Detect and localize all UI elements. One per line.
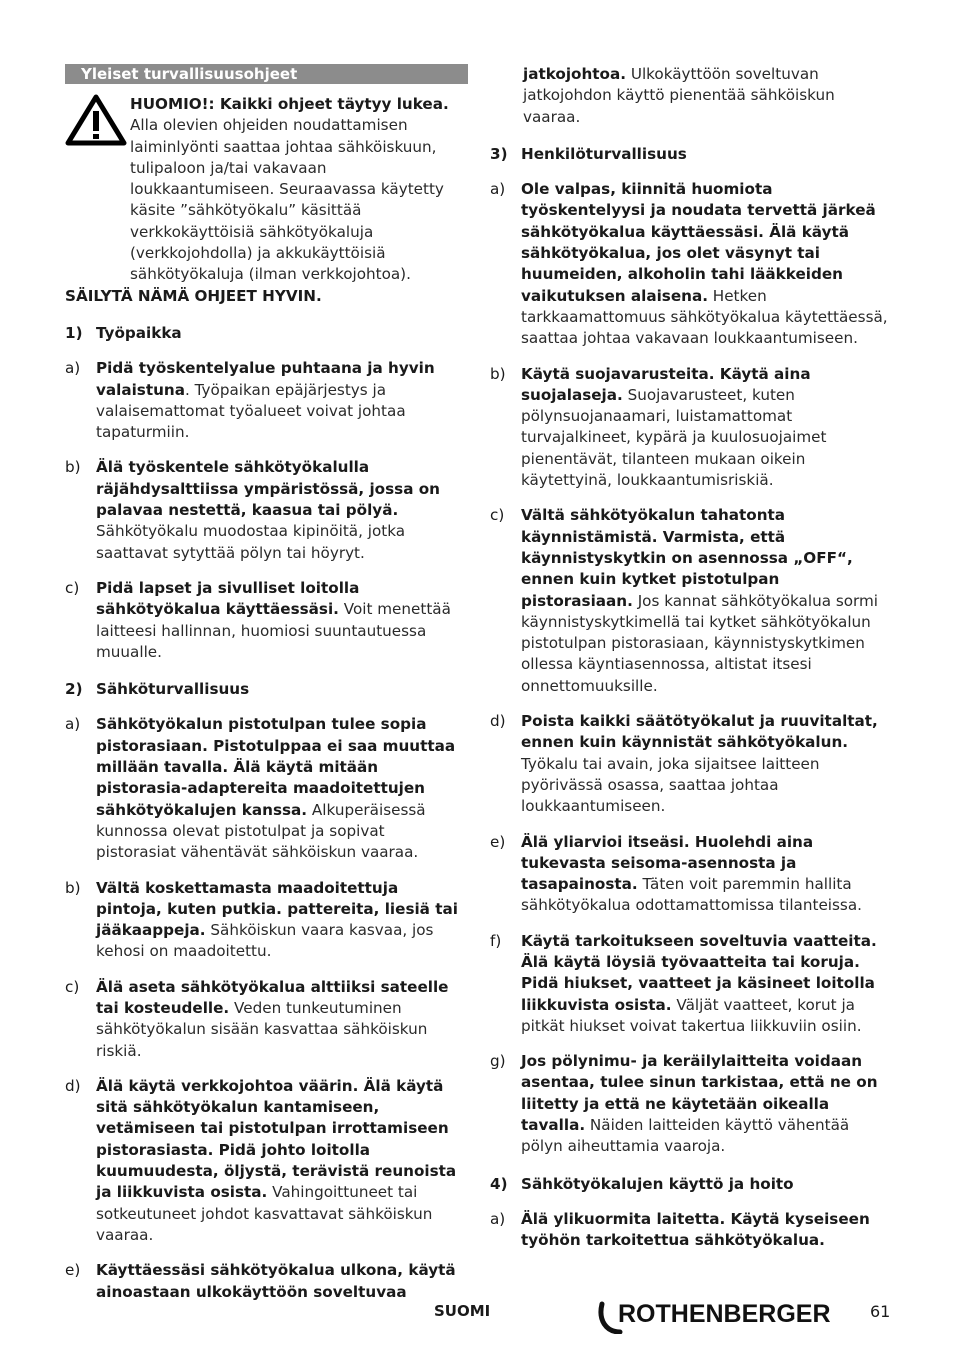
- item-bold: Ole valpas, kiinnitä huomiota työskentelyysi ja noudata tervettä järkeä sähkötyökalua käyttäessäsi. Älä käytä sähkötyökalua, jos olet väsynyt tai huumeiden, alkoholin tahi lääkkeiden vaikutuksen alaisena.: [521, 180, 876, 305]
- section-heading: [65, 679, 468, 700]
- section-title: Työpaikka: [96, 323, 182, 342]
- item-letter: a): [65, 715, 81, 734]
- right-column: [490, 64, 890, 1252]
- item-detail: Alkuperäisessä kunnossa olevat pistotulpat ja sopivat pistorasiat vähentävät sähköiskun vaaraa.: [96, 800, 426, 862]
- instruction-item: [490, 364, 890, 492]
- instruction-item: [490, 179, 890, 349]
- item-bold: jatkojohtoa.: [523, 65, 627, 83]
- item-letter: a): [65, 359, 81, 378]
- instruction-item: [490, 711, 890, 817]
- item-text: [96, 1260, 468, 1303]
- section-number: 2): [65, 680, 83, 699]
- item-bold: Jos pölynimu- ja keräilylaitteita voidaan asentaa, tulee sinun tarkistaa, että ne on liitetty ja että ne käytetään oikealla tavalla.: [521, 1052, 878, 1135]
- item-detail: Jos kannat sähkötyökalua sormi käynnistyskytkimellä tai kytket sähkötyökalun pistotulpan pistorasiaan, käynnistyskytkimen ollessa käyntiasennossa, altistat itsesi onnettomuuksille.: [521, 591, 879, 695]
- item-detail: . Työpaikan epäjärjestys ja valaisemattomat työalueet voivat johtaa tapaturmiin.: [96, 380, 406, 442]
- item-detail: Hetken tarkkaamattomuus sähkötyökalua käytettäessä, saattaa johtaa vakavaan loukkaantumiseen.: [521, 286, 888, 348]
- item-bold: Vältä sähkötyökalun tahatonta käynnistämistä. Varmista, että käynnistyskytkin on asennossa „OFF“, ennen kuin kytket pistotulpan pistorasiaan.: [521, 506, 853, 610]
- item-bold: Käytä suojavarusteita. Käytä aina suojalaseja.: [521, 364, 811, 404]
- item-text: [521, 1051, 890, 1157]
- item-text: [96, 578, 468, 663]
- item-letter: a): [490, 180, 506, 199]
- item-text: [521, 364, 890, 492]
- item-letter: c): [65, 977, 80, 996]
- instruction-item: [490, 931, 890, 1037]
- item-text: [521, 505, 890, 697]
- page-number: 61: [870, 1302, 891, 1321]
- instruction-item: [65, 1076, 468, 1246]
- item-letter: d): [490, 712, 506, 731]
- item-detail: Väljät vaatteet, korut ja pitkät hiukset voivat takertua liikkuviin osiin.: [521, 995, 862, 1035]
- item-detail: Näiden laitteiden käyttö vähentää pölyn aiheuttamia vaaroja.: [521, 1116, 850, 1156]
- continued-item-text: [523, 64, 890, 128]
- warning-body: Alla olevien ohjeiden noudattamisen laiminlyönti saattaa johtaa sähköiskuun, tulipaloon ja/tai vakavaan loukkaantumiseen. Seuraavassa käytetty käsite ”sähkötyökalu” käsittää verkkokäyttöisiä sähkötyökaluja (verkkojohdolla) ja akkukäyttöisiä sähkötyökaluja (ilman verkkojohtoa).: [130, 116, 444, 284]
- item-text: [96, 1076, 468, 1246]
- section-heading: [490, 1174, 890, 1195]
- item-letter: f): [490, 931, 502, 950]
- item-letter: c): [65, 578, 80, 597]
- instruction-item: [65, 714, 468, 863]
- item-letter: c): [490, 506, 505, 525]
- item-text: [96, 358, 468, 443]
- item-bold: Älä aseta sähkötyökalua alttiiksi sateelle tai kosteudelle.: [96, 977, 449, 1017]
- instruction-item: [490, 1209, 890, 1252]
- item-bold: Poista kaikki säätötyökalut ja ruuvitaltat, ennen kuin käynnistät sähkötyökalun.: [521, 712, 878, 752]
- warning-bold: HUOMIO!: Kaikki ohjeet täytyy lukea.: [130, 95, 449, 113]
- section-number: 3): [490, 144, 508, 163]
- brand-text: ROTHENBERGER: [618, 1300, 831, 1328]
- item-detail: Sähkötyökalu muodostaa kipinöitä, jotka saattavat sytyttää pölyn tai höyryt.: [96, 522, 406, 562]
- item-text: [96, 714, 468, 863]
- item-letter: b): [490, 364, 506, 383]
- section-title: Henkilöturvallisuus: [521, 144, 687, 163]
- item-bold: Pidä lapset ja sivulliset loitolla sähkötyökalua käyttäessäsi.: [96, 578, 360, 619]
- section-number: 1): [65, 323, 83, 342]
- item-text: [96, 977, 468, 1062]
- instruction-item: [65, 358, 468, 443]
- item-text: [521, 931, 890, 1037]
- instruction-item: [490, 505, 890, 697]
- warning-triangle-icon: [65, 94, 127, 146]
- item-detail: Ulkokäyttöön soveltuvan jatkojohdon käyttö pienentää sähköiskun vaaraa.: [523, 65, 835, 126]
- item-detail: Työkalu tai avain, joka sijaitsee laitteen pyörivässä osassa, saattaa johtaa loukkaantumiseen.: [521, 754, 820, 816]
- item-detail: Suojavarusteet, kuten pölynsuojanaamari, luistamattomat turvajalkineet, kypärä ja kuulosuojaimet pienentävät, tilanteen mukaan oikein käytettyinä, loukkaantumisriskiä.: [521, 385, 827, 490]
- item-bold: Älä käytä verkkojohtoa väärin. Älä käytä sitä sähkötyökalun kantamiseen, vetämiseen tai pistotulpan irrottamiseen pistorasiasta. Pidä johto loitolla kuumuudesta, öljystä, terävistä reunoista ja liikkuvista osista.: [96, 1076, 457, 1202]
- footer-language: SUOMI: [434, 1302, 491, 1320]
- section-header: Yleiset turvallisuusohjeet: [65, 64, 468, 84]
- section-title: Sähkötyökalujen käyttö ja hoito: [521, 1174, 794, 1193]
- item-bold: Älä yliarvioi itseäsi. Huolehdi aina tukevasta seisoma-asennosta ja tasapainosta.: [521, 832, 814, 894]
- instruction-item: [65, 878, 468, 963]
- instruction-item: [65, 977, 468, 1062]
- item-letter: b): [65, 878, 81, 897]
- item-detail: Vahingoittuneet tai sotkeutuneet johdot kasvattavat sähköiskun vaaraa.: [96, 1183, 433, 1244]
- item-text: [521, 179, 890, 349]
- item-bold: Pidä työskentelyalue puhtaana ja hyvin valaistuna: [96, 359, 435, 399]
- item-detail: Veden tunkeutuminen sähkötyökalun sisään kasvattaa sähköiskun riskiä.: [96, 998, 428, 1060]
- left-column: [65, 64, 468, 1303]
- item-text: [96, 878, 468, 963]
- instruction-item: [490, 1051, 890, 1157]
- item-letter: e): [490, 832, 506, 851]
- save-instructions: SÄILYTÄ NÄMÄ OHJEET HYVIN.: [65, 286, 322, 305]
- item-bold: Sähkötyökalun pistotulpan tulee sopia pistorasiaan. Pistotulppaa ei saa muuttaa millään tavalla. Älä käytä mitään pistorasia-adaptereita maadoitettujen sähkötyökalujen kanssa.: [96, 715, 456, 819]
- instruction-item: [65, 578, 468, 663]
- item-text: [521, 711, 890, 817]
- warning-text: [130, 94, 468, 286]
- item-bold: Älä työskentele sähkötyökalulla räjähdysalttiissa ympäristössä, jossa on palavaa nestettä, kaasua tai pölyä.: [96, 458, 440, 520]
- section-number: 4): [490, 1174, 508, 1193]
- item-letter: d): [65, 1076, 81, 1095]
- item-detail: Voit menettää laitteesi hallinnan, huomiosi suuntautuessa muualle.: [96, 600, 451, 661]
- instruction-item: [65, 1260, 468, 1303]
- instruction-item: [65, 457, 468, 563]
- item-bold: Älä ylikuormita laitetta. Käytä kyseiseen työhön tarkoitettua sähkötyökalua.: [521, 1209, 870, 1250]
- section-title: Sähköturvallisuus: [96, 680, 250, 699]
- rothenberger-logo: [598, 1294, 838, 1334]
- item-bold: Käyttäessäsi sähkötyökalua ulkona, käytä ainoastaan ulkokäyttöön soveltuvaa: [96, 1261, 456, 1301]
- item-text: [521, 1209, 890, 1252]
- item-detail: Täten voit paremmin hallita sähkötyökalua odottamattomissa tilanteissa.: [521, 875, 862, 915]
- item-bold: Vältä koskettamasta maadoitettuja pintoja, kuten putkia. pattereita, liesiä tai jääkaappeja.: [96, 878, 458, 940]
- warning-block: [65, 94, 468, 286]
- section-heading: [65, 323, 468, 344]
- item-letter: g): [490, 1052, 506, 1071]
- item-text: [96, 457, 468, 563]
- item-letter: b): [65, 458, 81, 477]
- item-letter: a): [490, 1209, 506, 1228]
- item-bold: Käytä tarkoitukseen soveltuvia vaatteita. Älä käytä löysiä työvaatteita tai koruja. Pidä hiukset, vaatteet ja käsineet loitolla liikkuvista osista.: [521, 931, 877, 1014]
- item-text: [521, 832, 890, 917]
- instruction-item: [490, 832, 890, 917]
- item-letter: e): [65, 1261, 81, 1280]
- section-heading: [490, 144, 890, 165]
- item-detail: Sähköiskun vaara kasvaa, jos kehosi on maadoitettu.: [96, 921, 434, 961]
